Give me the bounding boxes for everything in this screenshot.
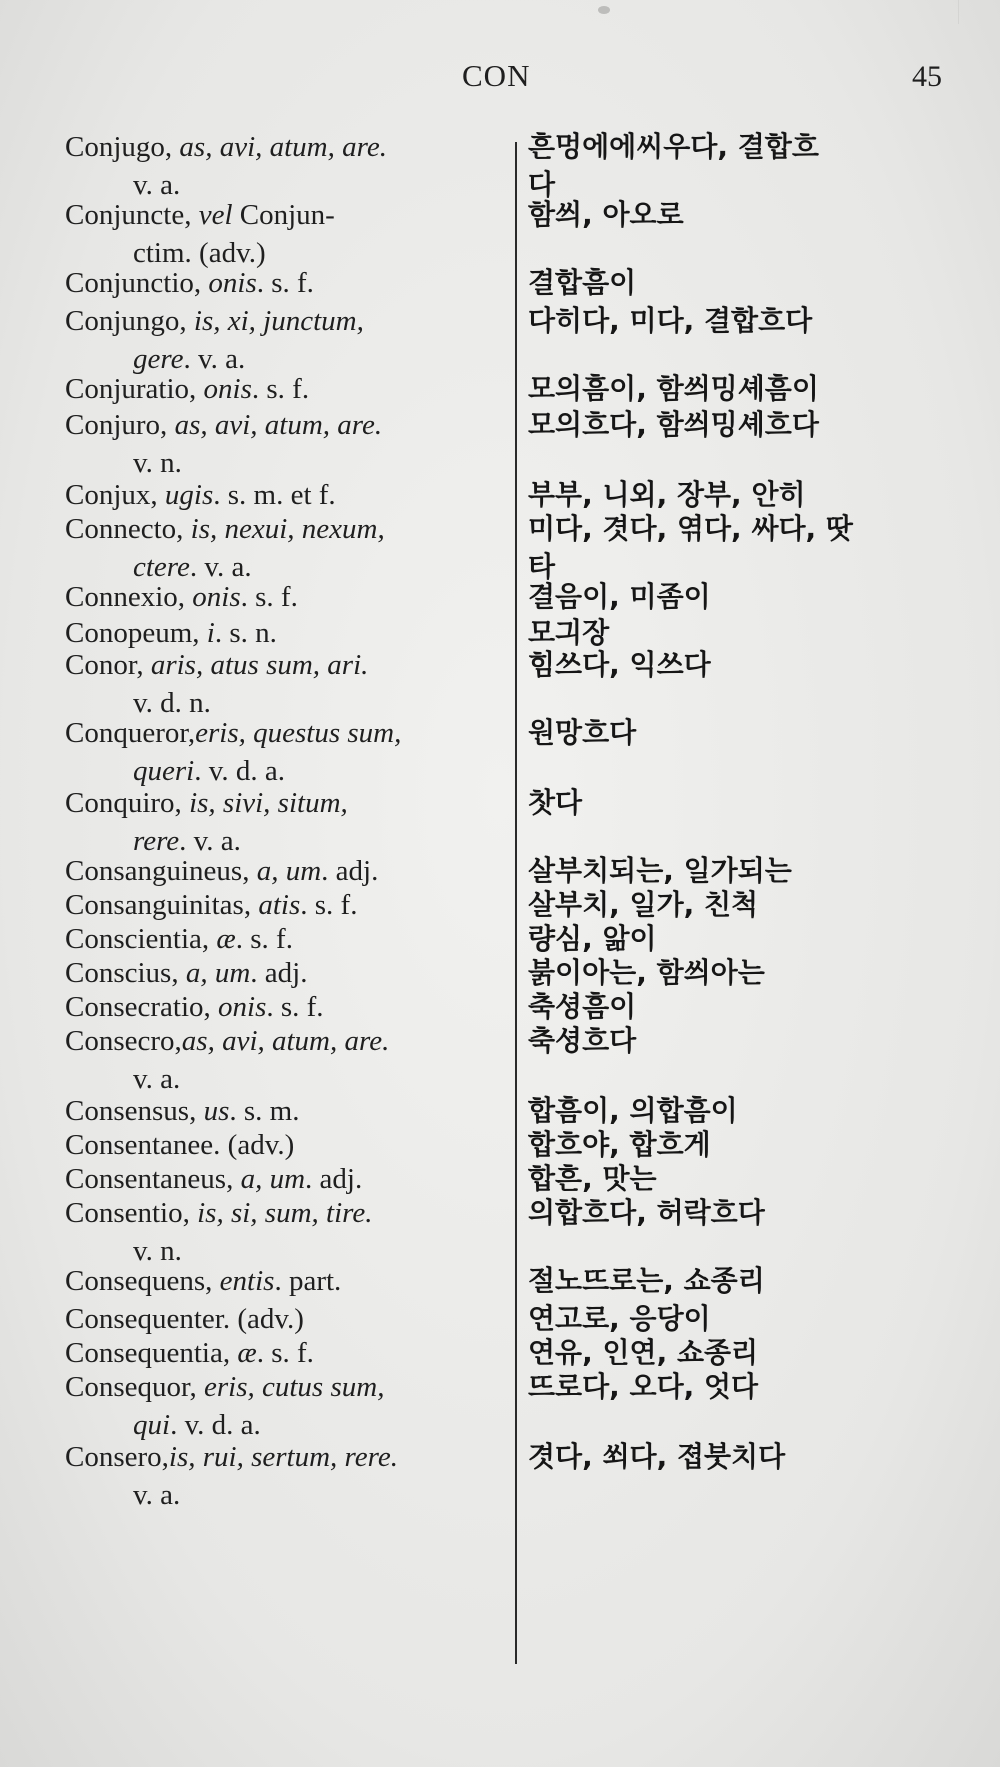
- latin-headword: Consanguineus, a, um. adj.: [65, 855, 379, 887]
- korean-definition: 함씌, 아오로: [528, 198, 684, 231]
- latin-headword: Consentaneus, a, um. adj.: [65, 1163, 363, 1195]
- korean-definition: 축셩흠이: [528, 990, 637, 1023]
- korean-definition: 찻다: [528, 786, 583, 819]
- latin-headword: Consequentia, æ. s. f.: [65, 1337, 314, 1369]
- latin-headword: Conscius, a, um. adj.: [65, 957, 308, 989]
- korean-definition: 연고로, 응당이: [528, 1302, 711, 1335]
- korean-definition: 뜨로다, 오다, 엇다: [528, 1370, 759, 1403]
- korean-definition: 다히다, 미다, 결합흐다: [528, 304, 813, 337]
- korean-definition: 모의흐다, 함씌밍셰흐다: [528, 408, 819, 441]
- latin-headword: Conqueror,eris, questus sum, queri. v. d. a.: [65, 717, 402, 787]
- latin-headword: Consequens, entis. part.: [65, 1265, 342, 1297]
- korean-definition: 원망흐다: [528, 716, 637, 749]
- latin-headword: Conjugo, as, avi, atum, are. v. a.: [65, 131, 387, 201]
- korean-definition: 미다, 겻다, 엮다, 싸다, 땃 타: [528, 512, 853, 583]
- latin-headword: Conjuratio, onis. s. f.: [65, 373, 310, 405]
- latin-headword: Conjungo, is, xi, junctum, gere. v. a.: [65, 305, 364, 375]
- latin-headword: Consero,is, rui, sertum, rere. v. a.: [65, 1441, 398, 1511]
- latin-headword: Connecto, is, nexui, nexum, ctere. v. a.: [65, 513, 385, 583]
- korean-definition: 합흠이, 의합흠이: [528, 1094, 738, 1127]
- latin-headword: Conjuncte, vel Conjun- ctim. (adv.): [65, 199, 335, 269]
- korean-definition: 합흐야, 합흐게: [528, 1128, 711, 1161]
- korean-definition: 량심, 앎이: [528, 922, 657, 955]
- latin-headword: Consanguinitas, atis. s. f.: [65, 889, 358, 921]
- latin-headword: Connexio, onis. s. f.: [65, 581, 298, 613]
- korean-definition: 붉이아는, 함씌아는: [528, 956, 765, 989]
- latin-headword: Consensus, us. s. m.: [65, 1095, 300, 1127]
- korean-definition: 합흔, 맛는: [528, 1162, 657, 1195]
- latin-headword: Consequenter. (adv.): [65, 1303, 304, 1335]
- korean-definition: 모의흠이, 함씌밍셰흠이: [528, 372, 819, 405]
- korean-definition: 겻다, 쐬다, 졉붓치다: [528, 1440, 786, 1473]
- korean-definition: 의합흐다, 허락흐다: [528, 1196, 765, 1229]
- korean-definition: 부부, 니외, 장부, 안히: [528, 478, 806, 511]
- korean-definition: 결합흠이: [528, 266, 637, 299]
- latin-headword: Consecro,as, avi, atum, are. v. a.: [65, 1025, 390, 1095]
- korean-definition: 살부치되는, 일가되는: [528, 854, 792, 887]
- latin-headword: Consecratio, onis. s. f.: [65, 991, 324, 1023]
- korean-definition: 살부치, 일가, 친척: [528, 888, 759, 921]
- latin-headword: Consequor, eris, cutus sum, qui. v. d. a.: [65, 1371, 385, 1441]
- latin-headword: Conor, aris, atus sum, ari. v. d. n.: [65, 649, 369, 719]
- page-number: 45: [912, 60, 942, 93]
- korean-definition: 축셩흐다: [528, 1024, 637, 1057]
- korean-definition: 흔멍에에씨우다, 결합흐 다: [528, 130, 819, 201]
- korean-definition: 힘쓰다, 익쓰다: [528, 648, 711, 681]
- latin-headword: Conopeum, i. s. n.: [65, 617, 277, 649]
- latin-headword: Consentanee. (adv.): [65, 1129, 295, 1161]
- korean-definition: 연유, 인연, 쇼종리: [528, 1336, 759, 1369]
- korean-definition: 절노뜨로는, 쇼종리: [528, 1264, 765, 1297]
- latin-headword: Conscientia, æ. s. f.: [65, 923, 293, 955]
- latin-headword: Conjux, ugis. s. m. et f.: [65, 479, 336, 511]
- latin-headword: Consentio, is, si, sum, tire. v. n.: [65, 1197, 373, 1267]
- latin-headword: Conquiro, is, sivi, situm, rere. v. a.: [65, 787, 348, 857]
- korean-definition: 모긔장: [528, 616, 610, 649]
- running-header: CON: [462, 58, 531, 93]
- latin-headword: Conjuro, as, avi, atum, are. v. n.: [65, 409, 383, 479]
- latin-headword: Conjunctio, onis. s. f.: [65, 267, 314, 299]
- korean-definition: 결음이, 미좀이: [528, 580, 711, 613]
